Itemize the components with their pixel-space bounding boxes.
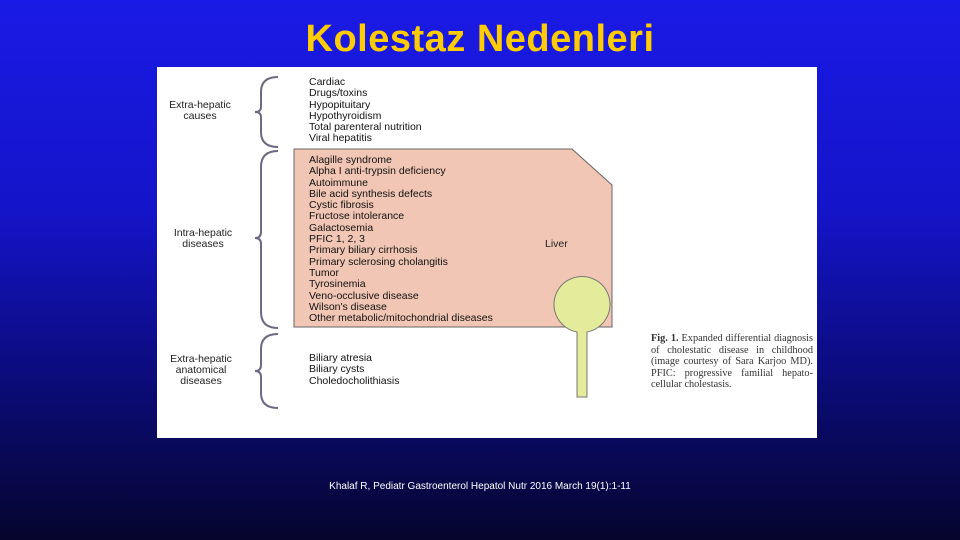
liver-label: Liver bbox=[545, 238, 568, 250]
list-item: Bile acid synthesis defects bbox=[309, 187, 433, 200]
slide-title: Kolestaz Nedenleri bbox=[305, 18, 655, 60]
category-anatomical: Extra-hepatic anatomical diseases bbox=[170, 353, 232, 387]
list-item: Veno-occlusive disease bbox=[309, 289, 419, 302]
list-item: Hypopituitary bbox=[309, 98, 371, 111]
list-item: Autoimmune bbox=[309, 176, 368, 189]
bracket-anatomical bbox=[255, 334, 278, 408]
list-item: Primary sclerosing cholangitis bbox=[309, 255, 448, 268]
gallbladder-shape bbox=[554, 276, 610, 397]
list-item: Other metabolic/mitochondrial diseases bbox=[309, 312, 493, 325]
caption-text: Expanded differential diagnosis of cholestatic disease in childhood (image courtesy of Sara Karjoo MD). PFIC: progressive familial hepato-cellular cholestasis. bbox=[651, 333, 814, 390]
list-anatomical-diseases bbox=[309, 353, 399, 387]
figure-panel bbox=[157, 67, 817, 438]
list-item: Tyrosinemia bbox=[309, 278, 366, 291]
list-item: Choledocholithiasis bbox=[309, 374, 400, 387]
list-item: Fructose intolerance bbox=[309, 210, 405, 223]
list-item: Biliary cysts bbox=[309, 363, 365, 376]
list-item: Cystic fibrosis bbox=[309, 199, 374, 212]
bracket-intra-hepatic bbox=[255, 151, 278, 328]
list-item: Drugs/toxins bbox=[309, 87, 368, 100]
bracket-extra-hepatic bbox=[255, 77, 278, 147]
list-item: Biliary atresia bbox=[309, 352, 373, 364]
list-item: Total parenteral nutrition bbox=[309, 121, 422, 134]
caption-label: Fig. 1. bbox=[651, 333, 679, 344]
list-item: Cardiac bbox=[309, 76, 346, 88]
list-item: Hypothyroidism bbox=[309, 109, 382, 122]
list-item: Alpha I anti-trypsin deficiency bbox=[309, 165, 446, 178]
list-item: Viral hepatitis bbox=[309, 132, 372, 145]
list-item: PFIC 1, 2, 3 bbox=[309, 233, 366, 246]
list-item: Wilson's disease bbox=[309, 300, 387, 313]
citation: Khalaf R, Pediatr Gastroenterol Hepatol Nutr 2016 March 19(1):1-11 bbox=[329, 481, 631, 492]
figure-caption bbox=[651, 333, 813, 391]
category-intra-hepatic: Intra-hepatic diseases bbox=[173, 227, 233, 250]
list-item: Alagille syndrome bbox=[309, 154, 392, 166]
list-extra-hepatic-causes bbox=[309, 77, 422, 145]
list-item: Primary biliary cirrhosis bbox=[309, 244, 418, 257]
list-item: Tumor bbox=[309, 266, 339, 279]
list-intra-hepatic-diseases bbox=[309, 155, 493, 324]
category-extra-hepatic: Extra-hepatic causes bbox=[169, 99, 231, 122]
list-item: Galactosemia bbox=[309, 221, 374, 234]
